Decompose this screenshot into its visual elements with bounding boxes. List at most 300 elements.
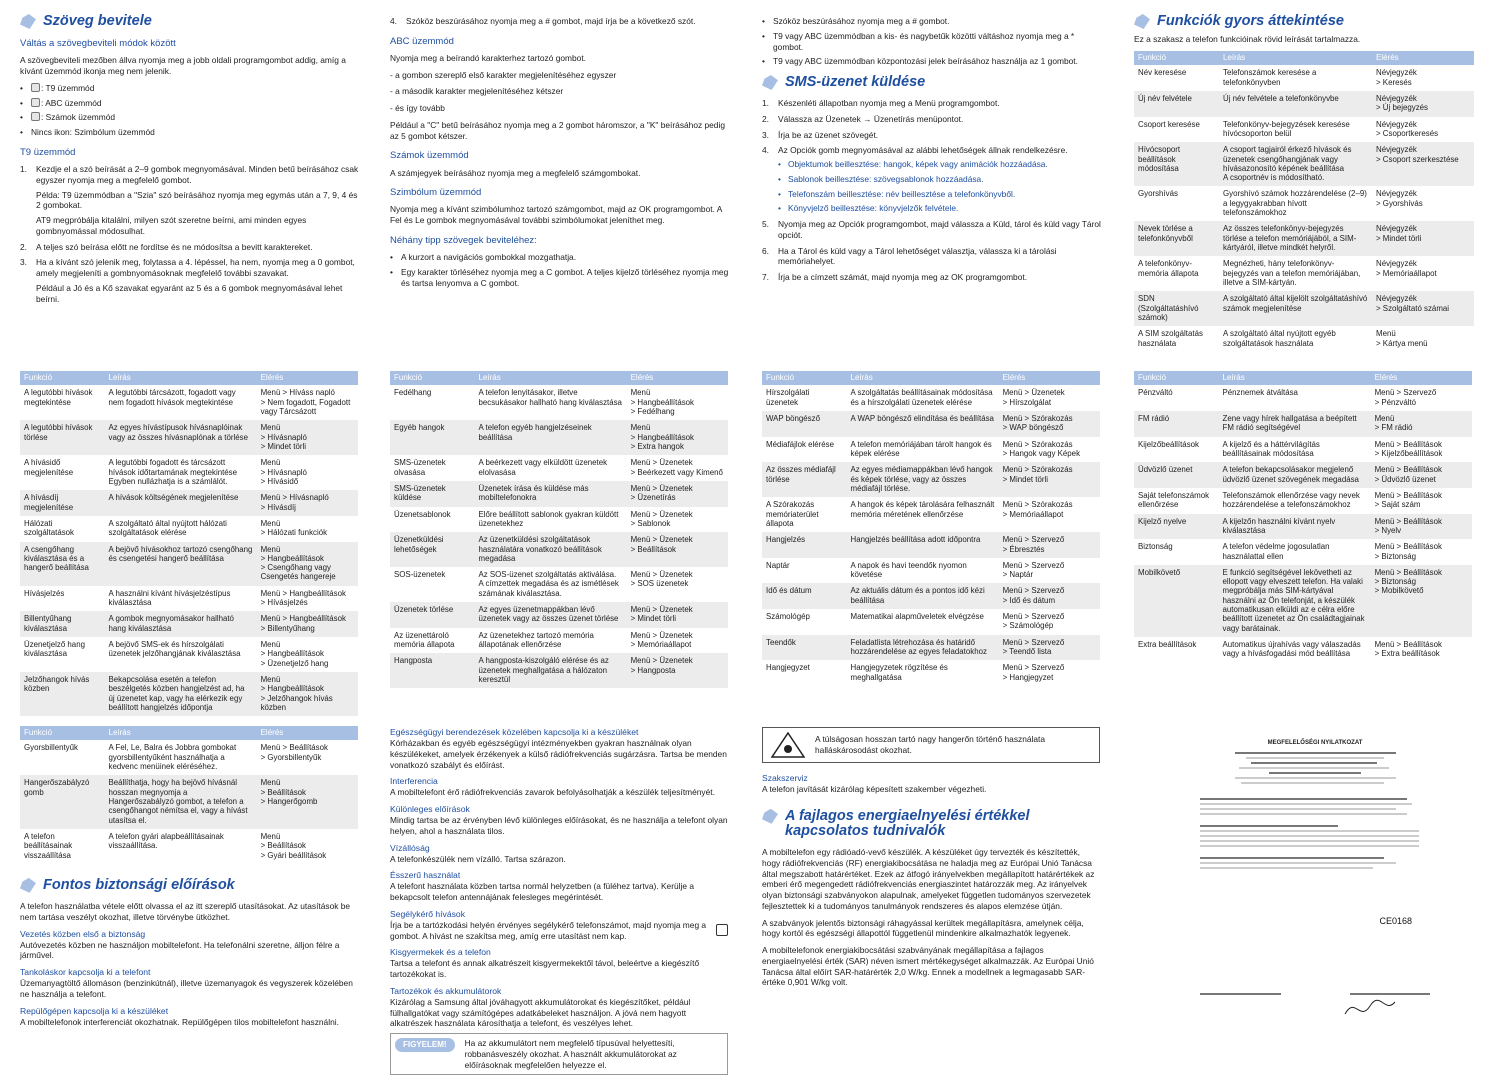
- list-item: • Objektumok beillesztése: hangok, képek vagy animációk hozzáadása.: [778, 159, 1102, 170]
- list-item: • Telefonszám beillesztése: név beillesztése a telefonkönyvből.: [778, 189, 1102, 200]
- cell-description: Gyorshívó számok hozzárendelése (2–9) a legygyakrabban hívott telefonszámokhoz: [1223, 189, 1367, 218]
- cell-function: A telefon beállításainak visszaállítása: [24, 831, 73, 860]
- list-item: 1. Kezdje el a szó beírását a 2–9 gombok megnyomásával. Minden betű beírásához csak egyszer nyomja meg a megfelelő gombot. Példa: T9 üzemmódban a "Szia" szó beírásához nyomja meg egymás után a 7, 9, 4 és 2 gombokat. AT9 megpróbálja kitalálni, milyen szót szeretne beírni, ami minden egyes gombnyomással módosulhat.: [20, 164, 359, 236]
- cell-access: Menü > Szervező > Számológép: [1002, 612, 1065, 631]
- cell-description: A szolgáltató által kijelölt szolgáltatáshívó számok megjelenítése: [1219, 291, 1372, 326]
- cell-function: Üzenetsablonok: [394, 509, 451, 519]
- subheading: Ésszerű használat: [390, 870, 461, 881]
- column-header-access: Elérés: [1371, 371, 1472, 385]
- cell-access: Menü > Szervező > Idő és dátum: [999, 583, 1100, 609]
- cell-function: A legutóbbi hívások törlése: [20, 420, 105, 455]
- cell-function: Mobilkövető: [1134, 565, 1219, 637]
- cell-description: A kijelzőn használni kívánt nyelv kiválasztása: [1219, 514, 1371, 540]
- subheading: Kisgyermekek és a telefon: [390, 947, 491, 958]
- cell-function: Új név felvétele: [1134, 91, 1219, 117]
- cell-description: Az egyes üzenetmappákban lévő üzenetek vagy az összes üzenet törlése: [475, 602, 627, 628]
- table-row: [20, 611, 358, 637]
- cell-access: Menü > Üzenetek > Hírszolgálat: [1002, 388, 1065, 407]
- subheading: Tankoláskor kapcsolja ki a telefont: [20, 967, 151, 978]
- cell-function: Idő és dátum: [762, 583, 847, 609]
- paragraph: A mobiltelefonok interferenciát okozhatnak. Repülőgépen tilos mobiltelefont használni.: [20, 1016, 339, 1027]
- column-4: [1134, 12, 1474, 348]
- phone-icon: [716, 924, 728, 936]
- cell-description: Az üzenetküldési szolgáltatások használatára vonatkozó beállítások megadása: [475, 532, 627, 567]
- cell-description: A gombok megnyomásakor hallható hang kiválasztása: [105, 611, 257, 637]
- cell-access: Névjegyzék > Keresés: [1376, 68, 1417, 87]
- cell-function: SOS-üzenetek: [394, 570, 446, 580]
- cell-description: A használni kívánt hívásjelzéstípus kiválasztása: [108, 588, 231, 608]
- cell-access: Névjegyzék > Csoportkeresés: [1376, 119, 1439, 138]
- table-row: [762, 583, 1100, 609]
- ce-mark: CE0168: [1379, 916, 1412, 926]
- cell-function: Az üzenettároló memória állapota: [394, 630, 455, 650]
- hearing-warning-box: [762, 727, 1100, 763]
- options-list: [778, 159, 1102, 214]
- section-marker-icon: [20, 878, 36, 893]
- signature-area: [1200, 990, 1430, 1030]
- paragraph: Mindig tartsa be az érvényben lévő különleges előírásokat, és ne használja a telefont olyan helyen, ahol a használata tilos.: [390, 815, 728, 836]
- warning-triangle-icon: [771, 732, 805, 758]
- table-row: [20, 637, 358, 672]
- list-item: • Könyvjelző beillesztése: könyvjelzők felvétele.: [778, 203, 1102, 214]
- cell-function: Hálózati szolgáltatások: [24, 518, 75, 538]
- function-table: [390, 371, 728, 688]
- caution-tag: FIGYELEM!: [395, 1038, 455, 1052]
- cell-function: Gyorshívás: [1138, 189, 1178, 199]
- cell-description: Matematikai alapműveletek elvégzése: [850, 612, 984, 622]
- list-item: 4. Szóköz beszúrásához nyomja meg a # gombot, majd írja be a következő szót.: [390, 16, 696, 26]
- table: [20, 371, 358, 716]
- signature-icon: [1340, 994, 1400, 1024]
- cell-access: Menü > Hangbeállítások > Fedélhang: [630, 388, 694, 416]
- cell-description: Az összes telefonkönyv-bejegyzés törlése a telefon memóriájából, a SIM-kártyáról, illetve mindkét helyről.: [1219, 221, 1372, 256]
- subheading: Repülőgépen kapcsolja ki a készüléket: [20, 1005, 169, 1016]
- table-row: [1134, 256, 1474, 291]
- column-header-function: Funkció: [20, 371, 105, 385]
- table-row: [20, 516, 358, 542]
- subheading: Segélykérő hívások: [390, 908, 465, 919]
- table-row: [762, 385, 1100, 411]
- cell-access: Menü > Üzenetek > Beérkezett vagy Kimenő: [630, 458, 723, 477]
- paragraph: A telefon használatba vétele előtt olvassa el az itt szereplő utasításokat. Az utasítások be nem tartása veszélyt okozhat, illetve törvénybe ütközhet.: [20, 901, 351, 922]
- paragraph: A telefont használata közben tartsa normál helyzetben (a füléhez tartva). Kerülje a bekapcsolt telefon antennájának felesleges megérintését.: [390, 881, 695, 902]
- cell-function: Billentyűhang kiválasztása: [20, 611, 105, 637]
- cell-access: Menü > Beállítások > Kijelzőbeállítások: [1374, 439, 1443, 458]
- cell-description: Új név felvétele a telefonkönyvbe: [1219, 91, 1372, 117]
- cell-function: A SIM szolgáltatás használata: [1138, 329, 1203, 348]
- column-header-description: Leírás: [847, 371, 999, 385]
- abc-list: [390, 70, 730, 114]
- cell-access: Menü > Hálózati funkciók: [260, 518, 328, 538]
- cell-access: Névjegyzék > Csoport szerkesztése: [1372, 142, 1474, 186]
- list-item: • Szóköz beszúrásához nyomja meg a # gombot.: [762, 16, 1102, 27]
- table-header-row: [762, 371, 1100, 385]
- cell-access: Menü > Üzenetek > Sablonok: [630, 509, 693, 528]
- table-row: [1134, 117, 1474, 143]
- subheading: Vezetés közben első a biztonság: [20, 928, 146, 939]
- table-row: [20, 672, 358, 716]
- table-row: [762, 532, 1100, 558]
- list-item: 2. A teljes szó beírása előtt ne fordítse és ne módosítsa a bevitt karaktereket.: [20, 241, 313, 252]
- section-title-safety: Fontos biztonsági előírások: [20, 878, 358, 893]
- table-row: [390, 481, 728, 507]
- list-item: 3. Írja be az üzenet szövegét.: [762, 129, 879, 140]
- column-header-description: Leírás: [105, 726, 257, 740]
- cell-function: Hangposta: [390, 653, 475, 688]
- cell-description: A telefon bekapcsolásakor megjelenő üdvözlő üzenet szövegének megadása: [1219, 462, 1371, 488]
- function-table: [20, 371, 358, 716]
- cell-description: A szolgáltató által nyújtott hálózati szolgáltatások elérése: [108, 518, 227, 538]
- subheading-tips: Néhány tipp szövegek beviteléhez:: [390, 234, 537, 246]
- cell-function: A hívásdíj megjelenítése: [20, 490, 105, 516]
- table-row: [1134, 514, 1472, 540]
- cell-function: Egyéb hangok: [390, 420, 475, 455]
- column-1: [20, 12, 360, 352]
- table: [1134, 371, 1472, 663]
- input-bullets: [762, 16, 1102, 67]
- cell-description: A bejövő hívásokhoz tartozó csengőhang és csengetési hangerő beállítása: [105, 542, 257, 586]
- cell-function: Név keresése: [1138, 68, 1187, 78]
- cell-access: Menü > Hangbeállítások > Üzenetjelző hang: [260, 640, 329, 668]
- cell-access: Menü > Szervező > Naptár: [1002, 560, 1065, 580]
- caution-text: Ha az akkumulátort nem megfelelő típusúval helyettesíti, robbanásveszély okozhat. A használt akkumulátorokat az előírásoknak megfelelően helyezze el.: [464, 1038, 677, 1070]
- table-row: [762, 497, 1100, 532]
- paragraph: A szövegbeviteli mezőben állva nyomja meg a jobb oldali programgombot addig, amíg a kívánt üzemmód ikonja meg nem jelenik.: [20, 55, 346, 77]
- cell-access: Menü > Beállítások > Üdvözlő üzenet: [1371, 462, 1472, 488]
- table-area-4: [1134, 371, 1472, 691]
- cell-function: Jelzőhangok hívás közben: [20, 672, 105, 716]
- column-header-function: Funkció: [20, 726, 105, 740]
- table-header-row: [390, 371, 728, 385]
- cell-access: Menü > Szervező > Hangjegyzet: [1002, 663, 1065, 682]
- subheading: Egészségügyi berendezések közelében kapcsolja ki a készüléket: [390, 727, 639, 737]
- example-text: Például a Jó és a Kő szavakat egyaránt az 5 és a 6 gombok megnyomásával lehet beírni.: [36, 282, 343, 304]
- column-header-function: Funkció: [1134, 51, 1219, 65]
- paragraph: Autóvezetés közben ne használjon mobiltelefont. Ha telefonálni szeretne, álljon félre a járművel.: [20, 939, 340, 961]
- paragraph: A telefonkészülék nem vízálló. Tartsa szárazon.: [390, 853, 566, 864]
- cell-access: Menü > Üzenetek > Memóriaállapot: [630, 630, 693, 650]
- paragraph: A telefon javítását kizárólag képesített szakember végezheti.: [762, 784, 987, 794]
- table-row: [20, 455, 358, 490]
- section-title-sms: SMS-üzenet küldése: [762, 75, 1102, 90]
- table-row: [762, 411, 1100, 437]
- cell-description: A csoport tagjairól érkező hívások és üzenetek csengőhangjának vagy hívásazonosító képének beállítása A csoportnév is módosítható.: [1219, 142, 1372, 186]
- sms-steps: [762, 98, 1102, 283]
- list-item: 6. Ha a Tárol és küld vagy a Tárol lehetőséget választja, válassza ki a tárolási memóriahelyet.: [762, 245, 1057, 267]
- cell-description: A Fel, Le, Balra és Jobbra gombokat gyorsbillentyűként használhatja a kedvenc menüinek eléréséhez.: [108, 743, 237, 771]
- cell-description: A legutóbbi tárcsázott, fogadott vagy nem fogadott hívások megtekintése: [108, 388, 236, 407]
- paragraph: Nyomja meg a beírandó karakterhez tartozó gombot.: [390, 52, 586, 63]
- subheading: Szakszerviz: [762, 773, 808, 783]
- cell-function: Hangjelzés: [762, 532, 847, 558]
- table-row: [390, 532, 728, 567]
- cell-description: Az SOS-üzenet szolgáltatás aktiválása. A címzettek megadása és az ismétlések számának kiválasztása.: [478, 570, 619, 598]
- table-row: [1134, 637, 1472, 663]
- table-row: [390, 385, 728, 420]
- cell-access: Menü > Üzenetek > Beállítások: [627, 532, 728, 567]
- cell-description: A beérkezett vagy elküldött üzenetek elolvasása: [478, 458, 608, 477]
- table-row: [20, 542, 358, 586]
- cell-function: A telefonkönyv-memória állapota: [1138, 259, 1199, 278]
- cell-function: Kijelző nyelve: [1134, 514, 1219, 540]
- table-row: [20, 740, 358, 775]
- list-item: 3. Ha a kívánt szó jelenik meg, folytassa a 4. lépéssel, ha nem, nyomja meg a 0 gombot, amely megjeleníti a gombnyomásoknak megfelelő további szavakat. Például a Jó és a Kő szavakat egyaránt az 5 és a 6 gombok megnyomásával lehet beírni.: [20, 257, 360, 304]
- cell-access: Menü > Szervező > Ébresztés: [999, 532, 1100, 558]
- column-header-access: Elérés: [1372, 51, 1474, 65]
- cell-access: Menü > Hívásnapló > Mindet törli: [257, 420, 358, 455]
- cell-access: Névjegyzék > Mindet törli: [1372, 221, 1474, 256]
- paragraph: Kizárólag a Samsung által jóváhagyott akkumulátorokat és kiegészítőket, például fülhallgatókat vagy számítógépes adatkábeleket használjon. A jóvá nem hagyott alkatrészek használata károsíthatja a telefont, és veszélyes lehet.: [390, 996, 691, 1029]
- cell-description: A telefon egyéb hangjelzéseinek beállítása: [475, 420, 627, 455]
- column-header-description: Leírás: [105, 371, 257, 385]
- paragraph: A mobiltelefon egy rádióadó-vevő készülék. A készüléket úgy tervezték és készítették, hogy rádiófrekvenciás (RF) energiakibocsátása ne haladja meg az Európai Unió Tanácsa által megszabott határértéket. Ezek az átfogó irányelvekben megállapított határértékek az emberi érő megengedett rádiófrekvenciás energiaszintet határozzák meg. Az irányelvek olyan biztonsági szabványokon alapulnak, amelyeket független tudományos szervezetek fejlesztettek ki a tudományos tanulmányok rendszeres és alapos elemzése útján.: [762, 847, 1095, 911]
- list-item: • Nincs ikon: Szimbólum üzemmód: [20, 127, 360, 138]
- subheading: Különleges előírások: [390, 804, 470, 814]
- paragraph: A számjegyek beírásához nyomja meg a megfelelő számgombokat.: [390, 167, 641, 178]
- cell-function: Nevek törlése a telefonkönyvből: [1134, 221, 1219, 256]
- cell-access: Menü > Szervező > Teendő lista: [999, 635, 1100, 661]
- cell-function: Médiafájlok elérése: [766, 439, 834, 449]
- cell-description: A hívások költségének megjelenítése: [105, 490, 257, 516]
- table: [390, 371, 728, 688]
- table-row: [390, 420, 728, 455]
- table-row: [20, 420, 358, 455]
- cell-description: A telefon gyári alapbeállításainak visszaállítása.: [108, 831, 224, 851]
- list-item: • : Számok üzemmód: [20, 112, 360, 123]
- cell-access: Menü > Szórakozás > Memóriaállapot: [1002, 500, 1073, 519]
- cell-function: Üdvözlő üzenet: [1134, 462, 1219, 488]
- cell-function: FM rádió: [1134, 411, 1219, 437]
- table-area-2: [390, 371, 728, 691]
- table-row: [1134, 385, 1472, 411]
- table-row: [762, 462, 1100, 497]
- paragraph: Írja be a tartózkodási helyén érvényes segélykérő telefonszámot, majd nyomja meg a gombot. A hívást ne szakítsa meg, amíg erre utasítást nem kap.: [390, 920, 728, 942]
- cell-description: A napok és havi teendők nyomon követése: [850, 560, 967, 580]
- cell-description: A bejövő SMS-ek és hírszolgálati üzenetek jelzőhangjának kiválasztása: [108, 640, 241, 659]
- table-area-1: [20, 371, 358, 713]
- paragraph: A szabványok jelentős biztonsági ráhagyással kerültek megállapításra, amelynek célja, hogy kortól és egészségi állapottól függetlenül mindenkire alkalmazhatók legyenek.: [762, 917, 1084, 939]
- function-table: [20, 726, 358, 864]
- table-row: [390, 653, 728, 688]
- table-row: [1134, 221, 1474, 256]
- cell-function: Gyorsbillentyűk: [24, 743, 78, 753]
- cell-description: Bekapcsolása esetén a telefon beszélgetés közben hangjelzést ad, ha új üzenetet kap, vagy ha elérkezik egy beállított hangjelzés időpontja: [105, 672, 257, 716]
- table-row: [390, 567, 728, 602]
- cell-function: A Szórakozás memóriaterület állapota: [766, 500, 819, 528]
- list-item: • : ABC üzemmód: [20, 98, 360, 109]
- cell-description: Az egyes hívástípusok hívásnaplóinak vagy az összes hívásnaplónak a törlése: [105, 420, 257, 455]
- cell-access: Menü > Kártya menü: [1376, 329, 1428, 348]
- column-header-access: Elérés: [627, 371, 728, 385]
- cell-function: Hangerőszabályzó gomb: [20, 775, 105, 829]
- table-row: [20, 775, 358, 829]
- cell-description: Hangjelzés beállítása adott időpontra: [847, 532, 999, 558]
- cell-function: A hívásidő megjelenítése: [24, 458, 74, 477]
- table-row: [762, 558, 1100, 584]
- cell-access: Menü > Beállítások > Hangerőgomb: [257, 775, 358, 829]
- warning-text: A túlságosan hosszan tartó nagy hangerőn történő használata halláskárosodást okozhat.: [815, 734, 1046, 755]
- subheading: Interferencia: [390, 776, 438, 787]
- table-row: [390, 455, 728, 481]
- table-row: [1134, 291, 1474, 326]
- section-marker-icon: [762, 75, 778, 90]
- cell-access: Névjegyzék > Új bejegyzés: [1372, 91, 1474, 117]
- table-header-row: [1134, 371, 1472, 385]
- cell-description: Telefonszámok keresése a telefonkönyvben: [1223, 68, 1317, 87]
- cell-access: Menü > Hívásnapló > Hívásidő: [260, 458, 307, 486]
- safety-column-2: [390, 724, 728, 1070]
- column-header-function: Funkció: [1134, 371, 1219, 385]
- column-2: [390, 16, 730, 336]
- cell-access: Menü > Beállítások > Biztonság > Mobilkövető: [1371, 565, 1472, 637]
- subheading: Tartozékok és akkumulátorok: [390, 985, 502, 996]
- cell-access: Menü > Beállítások > Extra beállítások: [1374, 640, 1442, 659]
- cell-description: Beállíthatja, hogy ha bejövő hívásnál hosszan megnyomja a Hangerőszabályzó gombot, a telefon a csengőhangot némítsa el, vagy a hívást utasítsa el.: [105, 775, 257, 829]
- list-item: 7. Írja be a címzett számát, majd nyomja meg az OK programgombot.: [762, 272, 1028, 283]
- cell-access: Menü > Híváss napló > Nem fogadott, Fogadott vagy Tárcsázott: [260, 388, 351, 416]
- cell-description: A telefon védelme jogosulatlan használattal ellen: [1222, 542, 1330, 561]
- cell-function: SDN (Szolgáltatáshívó számok): [1134, 291, 1219, 326]
- t9-mode-icon: [31, 83, 40, 92]
- cell-description: Az egyes médiamappákban lévő hangok és képek törlése, vagy az összes médiafájl törlése.: [847, 462, 999, 497]
- function-table: [1134, 371, 1472, 663]
- column-header-access: Elérés: [257, 726, 358, 740]
- table-row: [1134, 539, 1472, 565]
- cell-access: Menü > Beállítások > Saját szám: [1374, 490, 1442, 510]
- cell-description: Automatikus újrahívás vagy válaszadás vagy a hívásfogadási mód beállítása: [1222, 640, 1361, 659]
- table-row: [762, 437, 1100, 463]
- table: [1134, 51, 1474, 352]
- table-row: [1134, 411, 1472, 437]
- cell-access: Menü > Beállítások > Gyári beállítások: [260, 831, 327, 860]
- table: [762, 371, 1100, 686]
- table-area-3: [762, 371, 1100, 691]
- number-mode-icon: [31, 112, 40, 121]
- cell-access: Névjegyzék > Memóriaállapot: [1376, 259, 1437, 278]
- abc-mode-icon: [31, 98, 40, 107]
- section-title-overview: Funkciók gyors áttekintése: [1134, 14, 1474, 29]
- table-row: [762, 660, 1100, 686]
- cell-function: Teendők: [762, 635, 847, 661]
- table-row: [1134, 565, 1472, 637]
- cell-access: Menü > Hangbeállítások > Jelzőhangok hívás közben: [257, 672, 358, 716]
- list-item: - és így tovább: [390, 103, 445, 114]
- table-row: [1134, 186, 1474, 221]
- table-header-row: [20, 371, 358, 385]
- list-item: • Egy karakter törléséhez nyomja meg a C gombot. A teljes kijelző törléséhez nyomja meg és tartsa lenyomva a C gombot.: [390, 267, 730, 289]
- cell-function: A csengőhang kiválasztása és a hangerő beállítása: [20, 542, 105, 586]
- table-header-row: [1134, 51, 1474, 65]
- list-item: 4. Az Opciók gomb megnyomásával az alábbi lehetőségek állnak rendelkezésre. • Objektumok beillesztése: hangok, képek vagy animációk hozzáadása. • Sablonok beillesztése: szövegsablonok hozzáadása. • Telefonszám beillesztése: név beillesztése a telefonkönyvből. • Könyvjelző beillesztése: könyvjelzők felvétele.: [762, 145, 1102, 214]
- column-header-description: Leírás: [1219, 371, 1371, 385]
- subheading-numbers: Számok üzemmód: [390, 150, 469, 162]
- mode-list: [20, 83, 360, 138]
- cell-description: Telefonkönyv-bejegyzések keresése hívócsoporton belül: [1223, 119, 1350, 138]
- tips-list: [390, 252, 730, 288]
- cell-access: Menü > Beállítások > Nyelv: [1371, 514, 1472, 540]
- cell-description: Megnézheti, hány telefonkönyv-bejegyzés van a telefon memóriájában, illetve a SIM-kártyán.: [1223, 259, 1361, 288]
- safety-column-1: [20, 726, 358, 1046]
- section-marker-icon: [762, 809, 778, 824]
- cell-access: Menü > Hangbeállítások > Extra hangok: [627, 420, 728, 455]
- cell-access: Menü > Hangbeállítások > Hívásjelzés: [260, 588, 346, 608]
- cell-function: Csoport keresése: [1138, 119, 1200, 129]
- table-row: [1134, 437, 1472, 463]
- paragraph: Üzemanyagtöltő állomáson (benzinkútnál), illetve üzemanyagok és vegyszerek közelében ne használja a telefont.: [20, 978, 353, 999]
- cell-description: A telefon memóriájában tárolt hangok és képek elérése: [850, 439, 992, 458]
- column-header-description: Leírás: [1219, 51, 1372, 65]
- list-item: • A kurzort a navigációs gombokkal mozgathatja.: [390, 252, 730, 263]
- function-table: [762, 371, 1100, 686]
- table-row: [1134, 65, 1474, 91]
- cell-access: Menü > Üzenetek > Üzenetírás: [627, 481, 728, 507]
- cell-function: Üzenetküldési lehetőségek: [390, 532, 475, 567]
- table-row: [390, 602, 728, 628]
- cell-function: Saját telefonszámok ellenőrzése: [1138, 490, 1210, 510]
- cell-function: Kijelzőbeállítások: [1138, 439, 1199, 449]
- cell-function: Hírszolgálati üzenetek: [766, 388, 810, 407]
- cell-access: Menü > Szórakozás > WAP böngésző: [999, 411, 1100, 437]
- section-marker-icon: [20, 14, 36, 29]
- cell-function: Pénzváltó: [1138, 388, 1173, 398]
- cell-function: A legutóbbi hívások megtekintése: [24, 388, 93, 407]
- cell-function: SMS-üzenetek küldése: [390, 481, 475, 507]
- table-row: [1134, 462, 1472, 488]
- list-item: • T9 vagy ABC üzemmódban a kis- és nagybetűk közötti váltáshoz nyomja meg a * gombot.: [762, 31, 1102, 53]
- cell-description: A szolgáltató által nyújtott egyéb szolgáltatások használata: [1223, 329, 1336, 348]
- column-header-description: Leírás: [475, 371, 627, 385]
- list-item: • T9 vagy ABC üzemmódban központozási jelek beírásához használja az 1 gombot.: [762, 56, 1102, 67]
- cell-function: Az összes médiafájl törlése: [762, 462, 847, 497]
- cell-description: A WAP böngésző elindítása és beállítása: [847, 411, 999, 437]
- table-row: [1134, 91, 1474, 117]
- table-row: [762, 635, 1100, 661]
- paragraph: A mobiltelefonok energiakibocsátási szabványának megállapítása a fajlagos energiaelnyelési érték (SAR) néven ismert mértékegységet alkalmazzák. Az Európai Unió Tanácsa által előírt SAR-határérték 2,0 W/kg. Ennek a modellnek a legmagasabb SAR-értéke 0,901 W/kg volt.: [762, 945, 1094, 988]
- table: [20, 726, 358, 864]
- example-text: Példa: T9 üzemmódban a "Szia" szó beírásához nyomja meg egymás után a 7, 9, 4 és 2 gombokat.: [36, 189, 358, 211]
- subheading-abc: ABC üzemmód: [390, 35, 454, 47]
- list-item: - a gombon szereplő első karakter megjelenítéséhez egyszer: [390, 69, 617, 80]
- table-row: [390, 507, 728, 533]
- section-title-text-input: Szöveg bevitele: [20, 14, 360, 29]
- cell-description: A hangok és képek tárolására felhasznált memória méretének ellenőrzése: [850, 500, 995, 519]
- section-marker-icon: [1134, 14, 1150, 29]
- table-row: [762, 609, 1100, 635]
- list-item: • Sablonok beillesztése: szövegsablonok hozzáadása.: [778, 174, 1102, 185]
- cell-function: Naptár: [766, 560, 790, 570]
- cell-description: Előre beállított sablonok gyakran küldött üzenetekhez: [478, 509, 619, 528]
- cell-access: Menü > Hívásnapló > Hívásdíj: [257, 490, 358, 516]
- paragraph: Ez a szakasz a telefon funkcióinak rövid leírását tartalmazza.: [1134, 34, 1361, 45]
- safety-column-3: [762, 727, 1100, 1047]
- table-row: [20, 829, 358, 864]
- cell-function: Fedélhang: [394, 388, 432, 398]
- cell-access: Névjegyzék > Gyorshívás: [1376, 189, 1423, 208]
- cell-description: A kijelző és a háttérvilágítás beállításainak módosítása: [1222, 439, 1320, 458]
- list-item: 5. Nyomja meg az Opciók programgombot, majd válassza a Küld, tárol és küld vagy Tárol opciót.: [762, 219, 1101, 240]
- declaration-of-conformity: [1200, 740, 1430, 1040]
- cell-description: Az aktuális dátum és a pontos idő kézi beállítása: [847, 583, 999, 609]
- table-row: [390, 628, 728, 654]
- cell-function: WAP böngésző: [762, 411, 847, 437]
- cell-access: Menü > Üzenetek > Hangposta: [627, 653, 728, 688]
- cell-function: SMS-üzenetek olvasása: [394, 458, 446, 477]
- cell-function: Biztonság: [1138, 542, 1173, 552]
- cell-function: Hangjegyzet: [766, 663, 810, 673]
- cell-access: Menü > Hangbeállítások > Billentyűhang: [257, 611, 358, 637]
- cell-description: A szolgáltatás beállításainak módosítása és a hírszolgálati üzenetek elérése: [850, 388, 993, 407]
- cell-access: Menü > Üzenetek > SOS üzenetek: [630, 570, 693, 589]
